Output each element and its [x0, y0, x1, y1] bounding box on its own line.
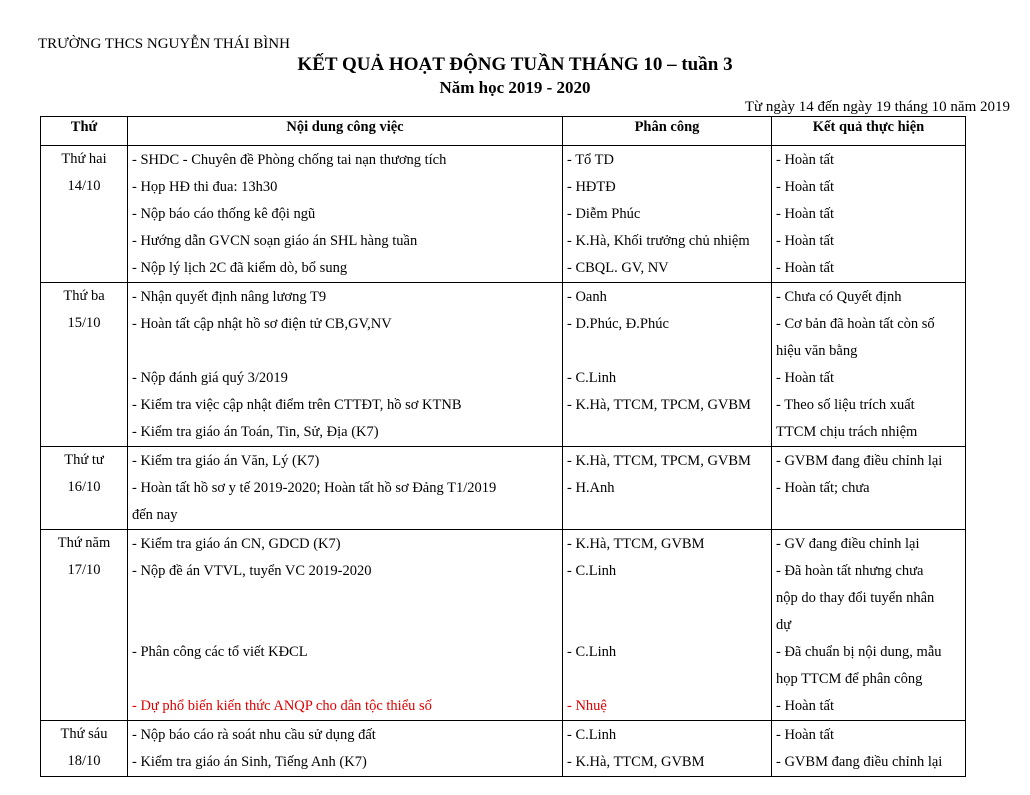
assignee-line: - H.Anh — [567, 480, 615, 496]
task-line: - Nhận quyết định nâng lương T9 — [132, 289, 327, 305]
task-line: - Kiểm tra giáo án Văn, Lý (K7) — [132, 453, 320, 469]
task-line: - Hướng dẫn GVCN soạn giáo án SHL hàng tuần — [132, 233, 418, 249]
school-name: TRƯỜNG THCS NGUYỄN THÁI BÌNH — [38, 36, 290, 52]
school-year: Năm học 2019 - 2020 — [439, 78, 591, 97]
task-line: - Nộp đề án VTVL, tuyển VC 2019-2020 — [132, 563, 372, 579]
results-cell — [772, 721, 966, 777]
result-line: - GVBM đang điều chỉnh lại — [776, 754, 943, 770]
task-line: - Dự phổ biến kiến thức ANQP cho dân tộc thiểu số — [132, 698, 432, 714]
result-line: - Chưa có Quyết định — [776, 289, 902, 305]
result-line: - Theo số liệu trích xuất — [776, 397, 915, 413]
activity-table — [40, 116, 966, 777]
assignee-line: - K.Hà, Khối trưởng chủ nhiệm — [567, 233, 750, 249]
assignee-line: - K.Hà, TTCM, TPCM, GVBM — [567, 397, 751, 413]
blank-line — [567, 419, 767, 446]
results-cell — [772, 146, 966, 283]
header-tasks: Nội dung công việc — [128, 117, 563, 146]
results-cell — [772, 447, 966, 530]
day-date: 17/10 — [67, 562, 101, 578]
blank-line — [567, 502, 767, 529]
result-line: - Đã chuẩn bị nội dung, mẫu — [776, 644, 942, 660]
day-date: 15/10 — [67, 315, 101, 331]
header-assignees: Phân công — [563, 117, 772, 146]
task-line: - Kiểm tra giáo án CN, GDCD (K7) — [132, 536, 341, 552]
blank-line — [567, 338, 767, 365]
assignee-line: - CBQL. GV, NV — [567, 260, 669, 276]
result-line: - Hoàn tất; chưa — [776, 480, 870, 496]
task-line: - Kiểm tra giáo án Sinh, Tiếng Anh (K7) — [132, 754, 367, 770]
day-name: Thứ năm — [57, 535, 111, 551]
results-cell — [772, 283, 966, 447]
day-name: Thứ sáu — [60, 726, 108, 742]
assignee-line: - C.Linh — [567, 563, 617, 579]
task-line: - Nộp lý lịch 2C đã kiểm dò, bổ sung — [132, 260, 348, 276]
result-line: - Hoàn tất — [776, 260, 834, 276]
tasks-cell — [128, 283, 563, 447]
assignee-line: - C.Linh — [567, 727, 617, 743]
table-header-row — [41, 117, 966, 146]
task-line: - Nộp báo cáo rà soát nhu cầu sử dụng đất — [132, 727, 376, 743]
day-date: 16/10 — [67, 479, 101, 495]
task-line: - Kiểm tra giáo án Toán, Tin, Sử, Địa (K7) — [132, 424, 379, 440]
assignee-line: - Tổ TD — [567, 152, 614, 168]
report-title: KẾT QUẢ HOẠT ĐỘNG TUẦN THÁNG 10 – tuần 3 — [297, 54, 733, 75]
day-cell — [41, 530, 128, 721]
result-line: - Hoàn tất — [776, 206, 834, 222]
table-row — [41, 146, 966, 283]
tasks-cell — [128, 721, 563, 777]
result-line: - Đã hoàn tất nhưng chưa — [776, 563, 924, 579]
assignee-line: - D.Phúc, Đ.Phúc — [567, 316, 669, 332]
table-row — [41, 530, 966, 721]
task-line: - Nộp báo cáo thống kê đội ngũ — [132, 206, 316, 222]
blank-line — [132, 666, 558, 693]
blank-line — [132, 612, 558, 639]
assignee-line: - Diễm Phúc — [567, 206, 641, 222]
result-line: - Hoàn tất — [776, 233, 834, 249]
assignees-cell — [563, 530, 772, 721]
result-line: hiệu văn bằng — [776, 343, 858, 359]
task-line: - Hoàn tất hồ sơ y tế 2019-2020; Hoàn tất hồ sơ Đảng T1/2019 — [132, 480, 497, 496]
assignee-line: - K.Hà, TTCM, GVBM — [567, 536, 705, 552]
day-name: Thứ tư — [64, 452, 104, 468]
blank-line — [132, 585, 558, 612]
assignee-line: - Nhuệ — [567, 698, 607, 714]
task-line: - Hoàn tất cập nhật hồ sơ điện tử CB,GV,NV — [132, 316, 392, 332]
blank-line — [567, 666, 767, 693]
assignee-line: - K.Hà, TTCM, TPCM, GVBM — [567, 453, 751, 469]
blank-line — [567, 612, 767, 639]
result-line: họp TTCM để phân công — [776, 671, 923, 687]
result-line: - Cơ bản đã hoàn tất còn số — [776, 316, 935, 332]
date-range: Từ ngày 14 đến ngày 19 tháng 10 năm 2019 — [744, 99, 1010, 115]
assignee-line: - C.Linh — [567, 370, 617, 386]
result-line: nộp do thay đổi tuyển nhân — [776, 590, 935, 606]
tasks-cell — [128, 530, 563, 721]
task-line: - Phân công các tổ viết KĐCL — [132, 644, 308, 660]
day-date: 18/10 — [67, 753, 101, 769]
day-name: Thứ ba — [63, 288, 105, 304]
assignees-cell — [563, 283, 772, 447]
assignee-line: - K.Hà, TTCM, GVBM — [567, 754, 705, 770]
result-line: dự — [776, 617, 792, 633]
day-cell — [41, 721, 128, 777]
result-line: - GV đang điều chỉnh lại — [776, 536, 920, 552]
result-line: - Hoàn tất — [776, 152, 834, 168]
table-row — [41, 721, 966, 777]
assignee-line: - HĐTĐ — [567, 179, 616, 195]
blank-line — [776, 502, 961, 529]
assignees-cell — [563, 721, 772, 777]
day-cell — [41, 146, 128, 283]
header-day: Thứ — [41, 117, 128, 146]
tasks-cell — [128, 146, 563, 283]
assignee-line: - C.Linh — [567, 644, 617, 660]
day-cell — [41, 283, 128, 447]
result-line: - Hoàn tất — [776, 727, 834, 743]
day-name: Thứ hai — [61, 151, 107, 167]
tasks-cell — [128, 447, 563, 530]
results-cell — [772, 530, 966, 721]
task-line: đến nay — [132, 507, 178, 523]
task-line: - Họp HĐ thi đua: 13h30 — [132, 179, 278, 195]
day-date: 14/10 — [67, 178, 101, 194]
assignee-line: - Oanh — [567, 289, 607, 305]
task-line: - SHDC - Chuyên đề Phòng chống tai nạn thương tích — [132, 152, 447, 168]
result-line: - GVBM đang điều chỉnh lại — [776, 453, 943, 469]
task-line: - Kiểm tra việc cập nhật điểm trên CTTĐT, hồ sơ KTNB — [132, 397, 462, 413]
blank-line — [567, 585, 767, 612]
result-line: - Hoàn tất — [776, 370, 834, 386]
blank-line — [132, 338, 558, 365]
table-row — [41, 447, 966, 530]
result-line: TTCM chịu trách nhiệm — [776, 424, 918, 440]
header-results: Kết quả thực hiện — [772, 117, 966, 146]
assignees-cell — [563, 146, 772, 283]
result-line: - Hoàn tất — [776, 179, 834, 195]
task-line: - Nộp đánh giá quý 3/2019 — [132, 370, 288, 386]
result-line: - Hoàn tất — [776, 698, 834, 714]
day-cell — [41, 447, 128, 530]
assignees-cell — [563, 447, 772, 530]
table-row — [41, 283, 966, 447]
